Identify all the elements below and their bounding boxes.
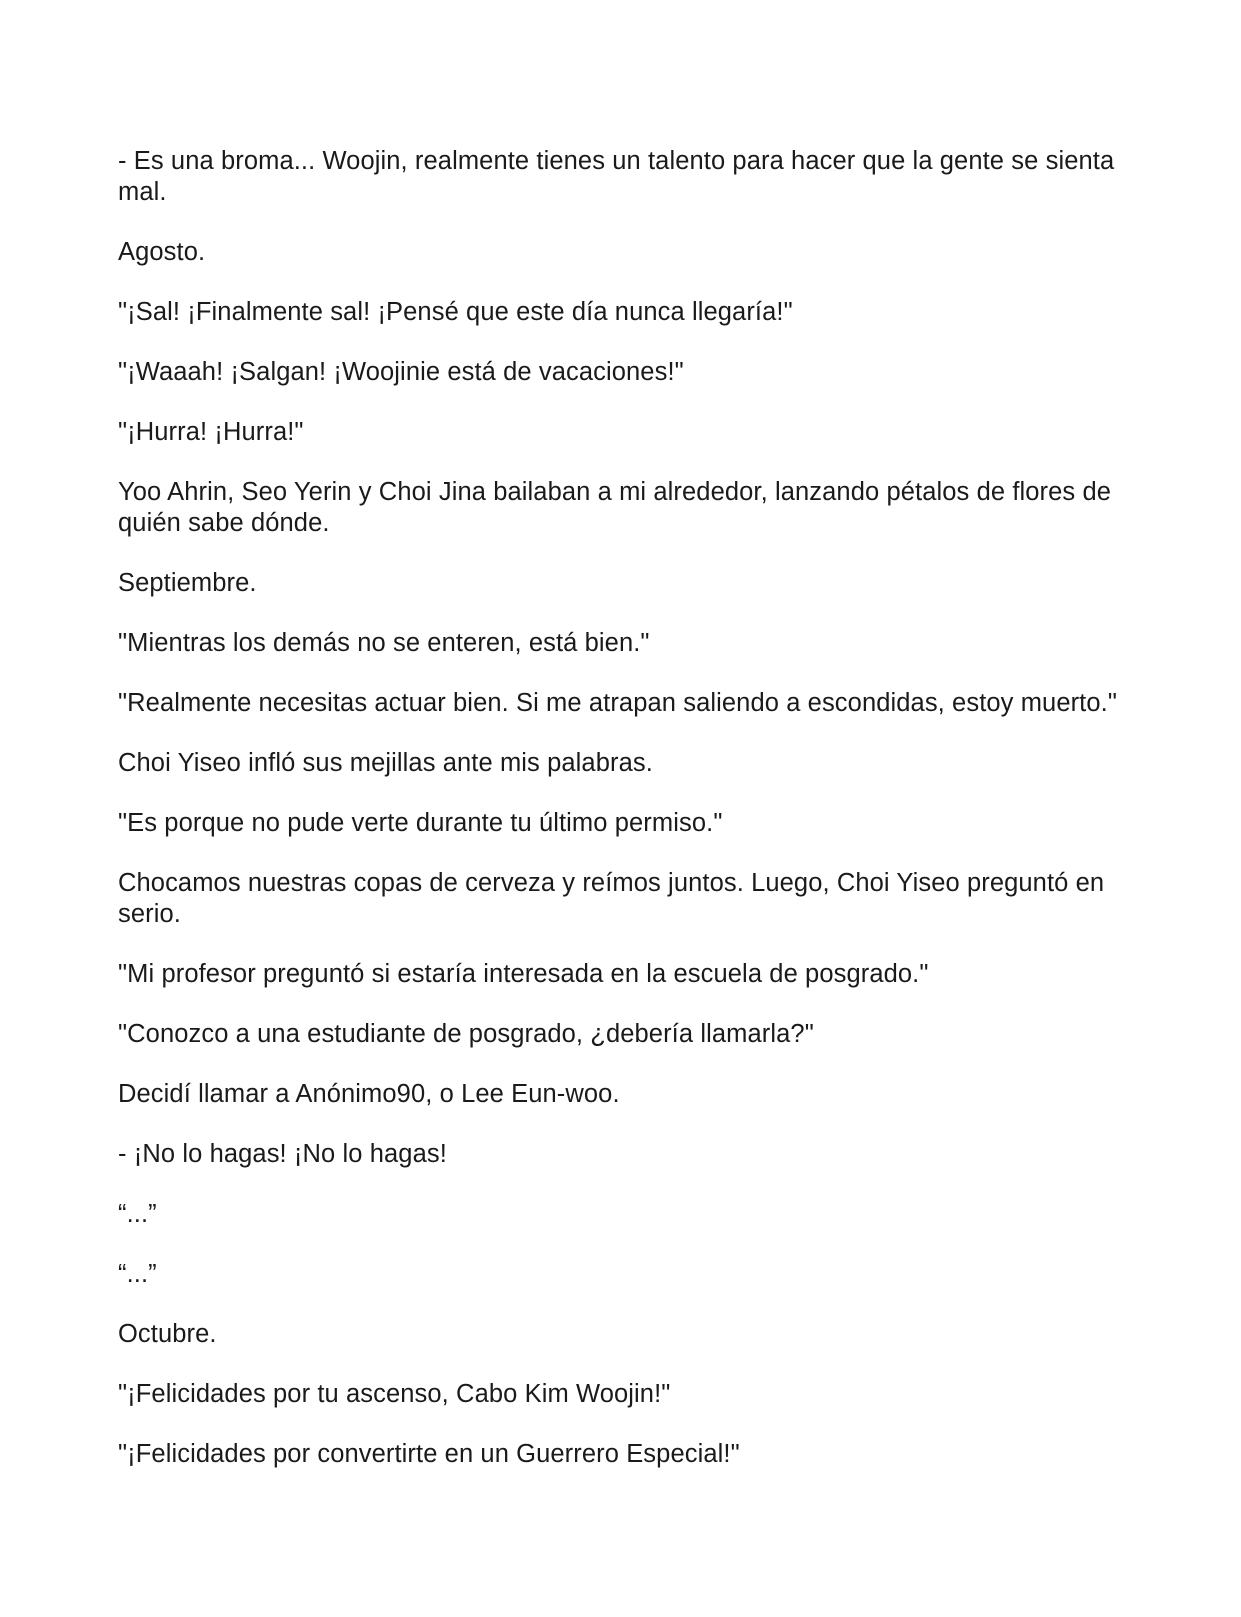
paragraph: “...” xyxy=(118,1260,157,1288)
paragraph: Chocamos nuestras copas de cerveza y reímos juntos. Luego, Choi Yiseo preguntó en serio. xyxy=(118,869,1105,928)
paragraph: "Mientras los demás no se enteren, está bien." xyxy=(118,629,650,657)
paragraph: - Es una broma... Woojin, realmente tienes un talento para hacer que la gente se sienta mal. xyxy=(118,147,1115,206)
paragraph: Septiembre. xyxy=(118,569,257,597)
paragraph: “...” xyxy=(118,1200,157,1228)
paragraph: "¡Sal! ¡Finalmente sal! ¡Pensé que este día nunca llegaría!" xyxy=(118,298,793,326)
paragraph: Octubre. xyxy=(118,1320,217,1348)
paragraph: Yoo Ahrin, Seo Yerin y Choi Jina bailaban a mi alrededor, lanzando pétalos de flores de quién sabe dónde. xyxy=(118,478,1112,537)
paragraph: "¡Felicidades por tu ascenso, Cabo Kim Woojin!" xyxy=(118,1380,671,1408)
paragraph: "¡Hurra! ¡Hurra!" xyxy=(118,418,304,446)
paragraph: Choi Yiseo infló sus mejillas ante mis palabras. xyxy=(118,749,653,777)
paragraph: - ¡No lo hagas! ¡No lo hagas! xyxy=(118,1140,447,1168)
paragraph: "Realmente necesitas actuar bien. Si me atrapan saliendo a escondidas, estoy muerto." xyxy=(118,689,1117,717)
paragraph: "Conozco a una estudiante de posgrado, ¿debería llamarla?" xyxy=(118,1020,814,1048)
paragraph: Decidí llamar a Anónimo90, o Lee Eun-woo. xyxy=(118,1080,620,1108)
paragraph: "Mi profesor preguntó si estaría interesada en la escuela de posgrado." xyxy=(118,960,929,988)
document-body xyxy=(118,146,1128,1499)
paragraph: "¡Waaah! ¡Salgan! ¡Woojinie está de vacaciones!" xyxy=(118,358,684,386)
paragraph: "¡Felicidades por convertirte en un Guerrero Especial!" xyxy=(118,1440,740,1468)
paragraph: "Es porque no pude verte durante tu último permiso." xyxy=(118,809,723,837)
paragraph: Agosto. xyxy=(118,238,206,266)
